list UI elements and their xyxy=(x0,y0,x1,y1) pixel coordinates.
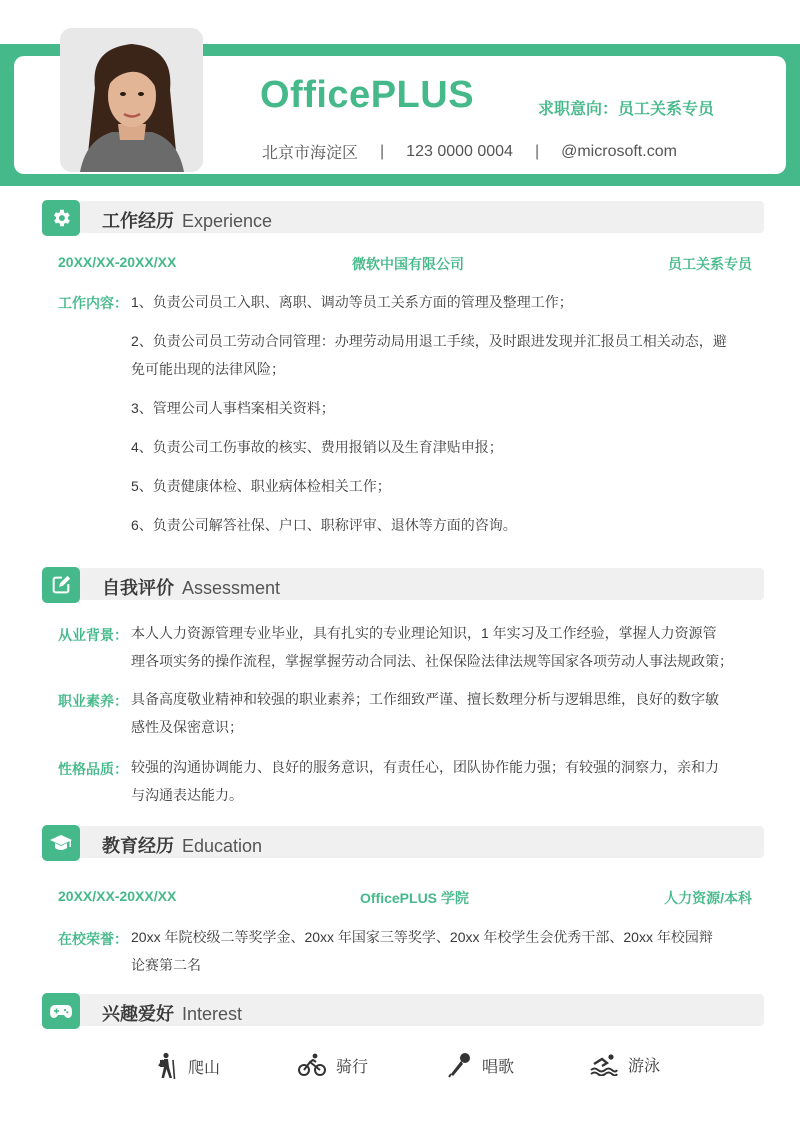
graduation-cap-icon xyxy=(42,825,80,861)
section-title-en: Interest xyxy=(182,1004,243,1024)
section-title-cn: 工作经历 xyxy=(102,211,174,231)
contact-separator: | xyxy=(380,142,385,160)
gamepad-icon xyxy=(42,993,80,1029)
education-school: OfficePLUS 学院 xyxy=(360,890,469,906)
microphone-icon xyxy=(448,1052,472,1078)
assessment-label: 性格品质： xyxy=(58,761,128,777)
list-item: 免可能出现的法律风险； xyxy=(131,361,285,377)
assessment-label: 从业背景： xyxy=(58,627,128,643)
candidate-name: OfficePLUS xyxy=(260,74,475,116)
list-item: 与沟通表达能力。 xyxy=(131,787,243,803)
list-item: 具备高度敬业精神和较强的职业素养；工作细致严谨、擅长数理分析与逻辑思维，良好的数字敏 xyxy=(131,691,719,707)
section-title xyxy=(102,832,262,858)
contact-info xyxy=(262,140,677,163)
list-item: 理各项实务的操作流程，掌握掌握劳动合同法、社保保险法律法规等国家各项劳动人事法规政策； xyxy=(131,653,733,669)
section-title-en: Education xyxy=(182,836,263,856)
swimming-icon xyxy=(590,1052,618,1076)
hobby-item xyxy=(448,1052,514,1078)
hobby-list xyxy=(0,1052,800,1084)
email-text: @microsoft.com xyxy=(561,142,677,160)
list-item: 本人人力资源管理专业毕业，具有扎实的专业理论知识，1 年实习及工作经验，掌握人力资源管 xyxy=(131,625,717,641)
section-title xyxy=(102,574,280,600)
list-item: 论赛第二名 xyxy=(131,957,201,973)
cycling-icon xyxy=(298,1052,326,1078)
hobby-label: 爬山 xyxy=(188,1059,221,1077)
experience-label: 工作内容： xyxy=(58,295,128,311)
list-item: 5、负责健康体检、职业病体检相关工作； xyxy=(131,478,391,494)
education-major: 人力资源/本科 xyxy=(664,890,752,906)
hobby-label: 游泳 xyxy=(628,1057,661,1075)
phone-text: 123 0000 0004 xyxy=(406,142,513,160)
gear-icon xyxy=(42,200,80,236)
experience-company: 微软中国有限公司 xyxy=(352,256,464,272)
education-date: 20XX/XX-20XX/XX xyxy=(58,888,177,904)
experience-date: 20XX/XX-20XX/XX xyxy=(58,254,177,270)
section-title xyxy=(102,207,272,233)
section-experience-header xyxy=(42,200,764,234)
hiking-icon xyxy=(154,1052,178,1080)
section-title-cn: 兴趣爱好 xyxy=(102,1004,174,1024)
assessment-label: 职业素养： xyxy=(58,693,128,709)
hobby-label: 唱歌 xyxy=(482,1058,515,1076)
edit-icon xyxy=(42,567,80,603)
hobby-label: 骑行 xyxy=(336,1058,369,1076)
list-item: 6、负责公司解答社保、户口、职称评审、退休等方面的咨询。 xyxy=(131,517,517,533)
section-title xyxy=(102,1000,242,1026)
hobby-item xyxy=(298,1052,368,1078)
location-text: 北京市海淀区 xyxy=(262,145,359,162)
section-assessment-header xyxy=(42,567,764,601)
job-intent: 求职意向：员工关系专员 xyxy=(538,101,715,118)
section-title-en: Experience xyxy=(182,211,273,231)
list-item: 2、负责公司员工劳动合同管理：办理劳动局用退工手续，及时跟进发现并汇报员工相关动态，避 xyxy=(131,333,727,349)
list-item: 感性及保密意识； xyxy=(131,719,243,735)
list-item: 1、负责公司员工入职、离职、调动等员工关系方面的管理及整理工作； xyxy=(131,294,573,310)
hobby-item xyxy=(154,1052,220,1080)
section-title-cn: 教育经历 xyxy=(102,836,174,856)
experience-position: 员工关系专员 xyxy=(668,256,752,272)
list-item: 4、负责公司工伤事故的核实、费用报销以及生育津贴申报； xyxy=(131,439,503,455)
section-interest-header xyxy=(42,993,764,1027)
education-label: 在校荣誉： xyxy=(58,931,128,947)
section-title-cn: 自我评价 xyxy=(102,578,174,598)
avatar xyxy=(60,28,203,172)
list-item: 3、管理公司人事档案相关资料； xyxy=(131,400,335,416)
list-item: 较强的沟通协调能力、良好的服务意识，有责任心，团队协作能力强；有较强的洞察力，亲和力 xyxy=(131,759,719,775)
hobby-item xyxy=(590,1052,660,1076)
list-item: 20xx 年院校级二等奖学金、20xx 年国家三等奖学、20xx 年校学生会优秀干部、20xx 年校园辩 xyxy=(131,929,713,945)
contact-separator: | xyxy=(534,142,540,160)
section-title-en: Assessment xyxy=(182,578,281,598)
section-education-header xyxy=(42,825,764,859)
